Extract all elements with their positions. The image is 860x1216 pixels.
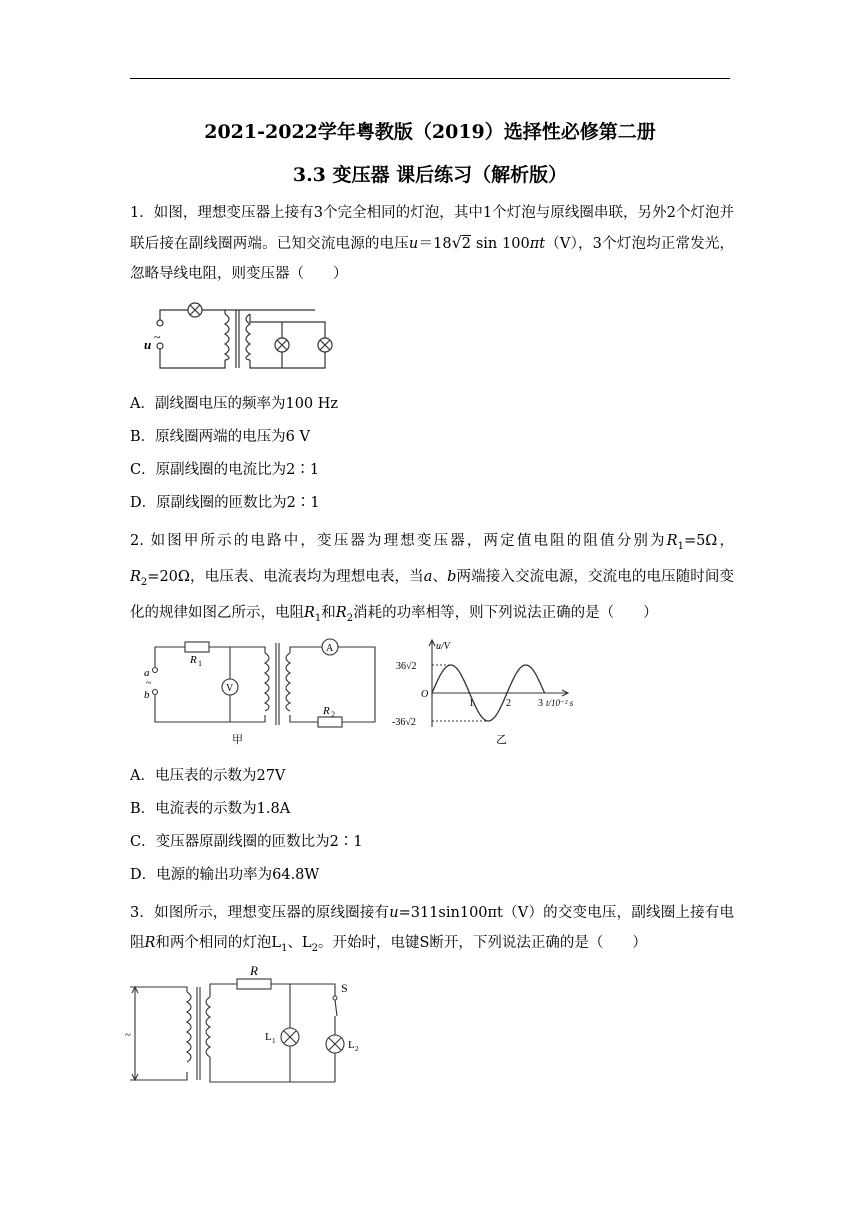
- q1-circuit-diagram: [140, 300, 340, 378]
- lamp-icon: [318, 338, 332, 352]
- svg-text:3: 3: [538, 698, 543, 709]
- resistor-r: [237, 979, 271, 989]
- svg-text:L: L: [265, 1031, 272, 1043]
- svg-text:R: R: [323, 705, 330, 717]
- svg-text:2: 2: [331, 710, 335, 719]
- svg-text:乙: 乙: [496, 734, 507, 746]
- svg-text:A: A: [326, 643, 334, 654]
- q1-fig-tilde: ~: [154, 330, 161, 344]
- svg-text:1: 1: [198, 659, 202, 668]
- resistor-r1: [185, 642, 209, 652]
- svg-text:2: 2: [355, 1045, 359, 1053]
- svg-text:S: S: [341, 981, 348, 995]
- q2-stem: 2. 如图甲所示的电路中，变压器为理想变压器，两定值电阻的阻值分别为$R_1=5\Omega$，$R_2=20\Omega$，电压表、电流表均为理想电表，当a、b两端接入交流电源，交流电的电压随时间变化的规律如图乙所示，电阻$R_1$和$R_2$消耗的功率相等，则下列说法正确的是（ ）: [130, 533, 735, 624]
- sqrt-symbol: √: [451, 233, 462, 252]
- q2-waveform-chart-yi: [390, 635, 590, 750]
- svg-text:甲: 甲: [232, 734, 243, 746]
- q1-fig-u-label: u: [144, 337, 152, 352]
- lamp-icon: [188, 303, 202, 317]
- doc-title: 2021-2022学年粤教版（2019）选择性必修第二册: [204, 121, 656, 143]
- q1-option-c[interactable]: C．原副线圈的电流比为2∶1: [130, 462, 320, 478]
- q1-option-b[interactable]: B．原线圈两端的电压为6 V: [130, 429, 310, 445]
- q1-option-d[interactable]: D．原副线圈的匝数比为2∶1: [130, 495, 320, 511]
- svg-text:2: 2: [506, 698, 511, 709]
- svg-text:-36√2: -36√2: [392, 717, 416, 728]
- svg-text:~: ~: [146, 678, 152, 689]
- doc-subtitle: 3.3 变压器 课后练习（解析版）: [292, 164, 568, 186]
- switch-contact: [333, 996, 337, 1000]
- q2-option-d[interactable]: D．电源的输出功率为64.8W: [130, 867, 320, 883]
- q3-stem: 3．如图所示，理想变压器的原线圈接有u=311sin100πt（V）的交变电压，副线圈上接有电阻R和两个相同的灯泡$L_1$、$L_2$。开始时，电键S断开，下列说法正确的是（ ）: [130, 905, 734, 954]
- svg-text:L: L: [348, 1039, 355, 1051]
- svg-text:1: 1: [469, 698, 474, 709]
- q2-option-a[interactable]: A．电压表的示数为27V: [130, 768, 286, 784]
- svg-text:~: ~: [125, 1029, 131, 1041]
- resistor-r2: [318, 717, 342, 727]
- svg-text:b: b: [144, 689, 150, 701]
- svg-text:V: V: [226, 683, 234, 694]
- q1-stem: 1．如图，理想变压器上接有3个完全相同的灯泡，其中1个灯泡与原线圈串联，另外2个灯泡并联后接在副线圈两端。已知交流电源的电压u＝18√2 sin 100πt（V），3个灯泡均正常发光，忽略导线电阻，则变压器（ ）: [130, 205, 735, 282]
- lamp-icon: [275, 338, 289, 352]
- svg-text:u/V: u/V: [436, 641, 450, 652]
- q1-option-a[interactable]: A．副线圈电压的频率为100 Hz: [130, 396, 339, 412]
- svg-text:1: 1: [272, 1037, 276, 1045]
- svg-text:36√2: 36√2: [396, 661, 417, 672]
- svg-text:O: O: [421, 689, 429, 700]
- svg-text:a: a: [144, 667, 150, 679]
- svg-text:t/10⁻² s: t/10⁻² s: [546, 698, 574, 708]
- lamp-icon: [281, 1028, 299, 1046]
- lamp-icon: [326, 1035, 344, 1053]
- svg-text:R: R: [190, 654, 197, 666]
- q3-circuit-diagram: [125, 962, 365, 1087]
- q2-circuit-diagram-jia: [140, 635, 385, 750]
- q2-option-b[interactable]: B．电流表的示数为1.8A: [130, 801, 291, 817]
- svg-text:R: R: [250, 963, 258, 978]
- q2-option-c[interactable]: C．变压器原副线圈的匝数比为2∶1: [130, 834, 363, 850]
- header-rule: [130, 78, 730, 79]
